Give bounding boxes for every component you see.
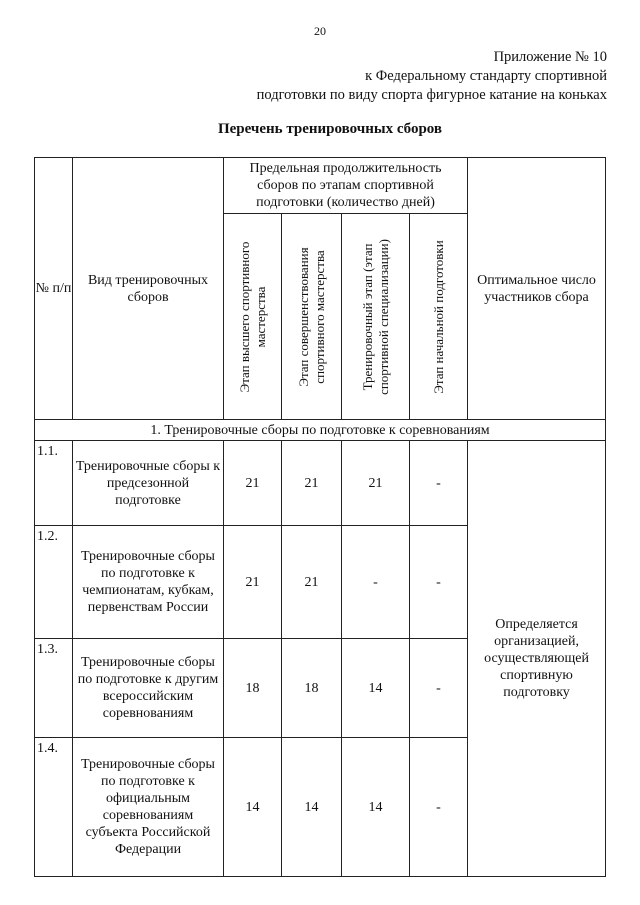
appendix-line-1: Приложение № 10 bbox=[493, 49, 607, 65]
row-value-stage-4: - bbox=[410, 639, 468, 738]
row-value-stage-3: - bbox=[342, 526, 410, 639]
header-stage-1: Этап высшего спортивного мастерства bbox=[236, 241, 268, 392]
appendix-block bbox=[257, 48, 607, 105]
row-kind: Тренировочные сборы по подготовке к другим всероссийским соревнованиям bbox=[73, 639, 224, 738]
header-stage-4-cell bbox=[410, 214, 468, 420]
appendix-line-3: подготовки по виду спорта фигурное катание на коньках bbox=[256, 87, 607, 103]
row-kind: Тренировочные сборы по подготовке к чемпионатам, кубкам, первенствам России bbox=[73, 526, 224, 639]
header-stage-1-cell bbox=[224, 214, 282, 420]
page-number: 20 bbox=[314, 24, 326, 38]
header-stage-4: Этап начальной подготовки bbox=[430, 239, 446, 394]
row-value-stage-2: 14 bbox=[282, 738, 342, 877]
appendix-line-2: к Федеральному стандарту спортивной bbox=[365, 68, 607, 84]
row-kind: Тренировочные сборы к предсезонной подготовке bbox=[73, 441, 224, 526]
header-optimal: Оптимальное число участников сбора bbox=[468, 158, 606, 420]
section-heading: 1. Тренировочные сборы по подготовке к соревнованиям bbox=[35, 420, 606, 441]
document-title: Перечень тренировочных сборов bbox=[217, 121, 443, 137]
row-num: 1.2. bbox=[35, 526, 73, 639]
header-stage-3: Тренировочный этап (этап спортивной специализации) bbox=[359, 238, 391, 395]
optimal-value: Определяется организацией, осуществляющей спортивную подготовку bbox=[468, 441, 606, 877]
header-duration: Предельная продолжительность сборов по этапам спортивной подготовки (количество дней) bbox=[224, 158, 468, 214]
row-value-stage-3: 14 bbox=[342, 639, 410, 738]
row-value-stage-4: - bbox=[410, 441, 468, 526]
row-value-stage-1: 18 bbox=[224, 639, 282, 738]
row-value-stage-3: 14 bbox=[342, 738, 410, 877]
row-value-stage-2: 18 bbox=[282, 639, 342, 738]
table-row bbox=[35, 441, 606, 526]
header-stage-3-cell bbox=[342, 214, 410, 420]
header-stage-2-cell bbox=[282, 214, 342, 420]
row-value-stage-1: 21 bbox=[224, 441, 282, 526]
row-num: 1.3. bbox=[35, 639, 73, 738]
header-kind: Вид тренировочных сборов bbox=[73, 158, 224, 420]
row-value-stage-3: 21 bbox=[342, 441, 410, 526]
row-value-stage-2: 21 bbox=[282, 441, 342, 526]
row-value-stage-4: - bbox=[410, 526, 468, 639]
row-kind: Тренировочные сборы по подготовке к официальным соревнованиям субъекта Российской Федерации bbox=[73, 738, 224, 877]
header-stage-2: Этап совершенствования спортивного мастерства bbox=[295, 246, 327, 387]
header-num: № п/п bbox=[35, 158, 73, 420]
row-value-stage-1: 21 bbox=[224, 526, 282, 639]
row-num: 1.4. bbox=[35, 738, 73, 877]
training-camps-table bbox=[34, 157, 606, 877]
row-value-stage-4: - bbox=[410, 738, 468, 877]
row-num: 1.1. bbox=[35, 441, 73, 526]
row-value-stage-1: 14 bbox=[224, 738, 282, 877]
row-value-stage-2: 21 bbox=[282, 526, 342, 639]
